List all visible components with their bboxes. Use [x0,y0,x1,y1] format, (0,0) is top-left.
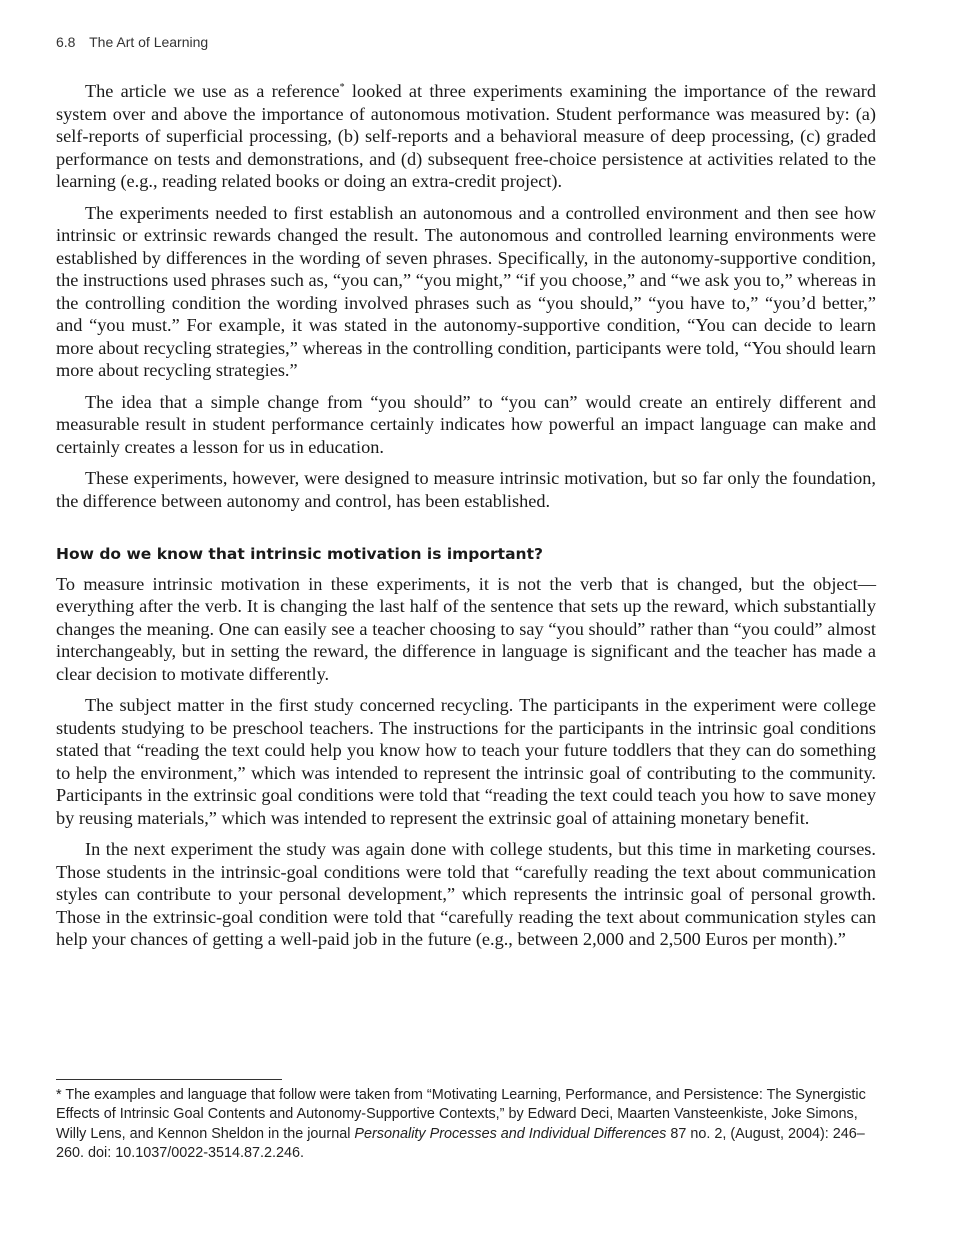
paragraph-1-text-b: looked at three experiments examining the importance of the reward system over and above the importance of autonomous motivation. Student performance was measured by: (a) self-reports of superficial processing, (b) self-reports and a behavioral measure of deep processing, (c) graded performance on tests and demonstrations, and (d) subsequent free-choice persistence at activities related to the learning (e.g., reading related books or doing an extra-credit project). [56,81,876,191]
running-title: The Art of Learning [89,34,209,50]
paragraph-4: These experiments, however, were designed to measure intrinsic motivation, but so far only the foundation, the difference between autonomy and control, has been established. [56,468,876,511]
paragraph-2: The experiments needed to first establish an autonomous and a controlled environment and then see how intrinsic or extrinsic rewards changed the result. The autonomous and controlled learning environments were established by differences in the wording of seven phrases. Specifically, in the autonomy-supportive condition, the instructions used phrases such as, “you can,” “you might,” “if you choose,” and “we ask you to,” whereas in the controlling condition the wording involved phrases such as “you should,” “you have to,” “you’d better,” and “you must.” For example, it was stated in the autonomy-supportive condition, “You can decide to learn more about recycling strategies,” whereas in the controlling condition, participants were told, “You should learn more about recycling strategies.” [56,202,876,380]
footnote-text-b: 87 no. 2, (August, 2004): 246–260. doi: 10.1037/0022-3514.87.2.246. [56,1125,865,1161]
main-content [56,80,876,960]
footnote-divider [56,1079,282,1080]
paragraph-1-text-a: The article we use as a reference [85,81,340,101]
paragraph-1 [56,80,876,193]
paragraph-5: To measure intrinsic motivation in these experiments, it is not the verb that is changed, but the object—everything after the verb. It is changing the last half of the sentence that sets up the reward, which substantially changes the meaning. One can easily see a teacher choosing to say “you should” rather than “you could” almost interchangeably, but in setting the reward, the difference in language is significant and the teacher has made a clear decision to motivate differently. [56,573,876,684]
section-number: 6.8 [56,34,76,50]
paragraph-6: The subject matter in the first study concerned recycling. The participants in the experiment were college students studying to be preschool teachers. The instructions for the participants in the intrinsic goal conditions stated that “reading the text could help you know how to teach your future toddlers that they can do something to help the environment,” which was intended to represent the intrinsic goal of contributing to the community. Participants in the extrinsic goal conditions were told that “reading the text could teach you how to save money by reusing materials,” which was intended to represent the extrinsic goal of attaining monetary benefit. [56,695,876,828]
paragraph-7: In the next experiment the study was again done with college students, but this time in marketing courses. Those students in the intrinsic-goal conditions were told that “carefully reading the text about communication styles can contribute to your personal development,” which represents the intrinsic goal of personal growth. Those in the extrinsic-goal condition were told that “carefully reading the text about communication styles can help your chances of getting a well-paid job in the future (e.g., between 2,000 and 2,500 Euros per month).” [56,839,876,949]
footnote [56,1086,876,1163]
footnote-journal-title: Personality Processes and Individual Differences [354,1125,667,1142]
running-header [56,34,208,50]
footnote-text-a: * The examples and language that follow were taken from “Motivating Learning, Performance, and Persistence: The Synergistic Effects of Intrinsic Goal Contents and Autonomy-Supportive Contexts,” by Edward Deci, Maarten Vansteenkiste, Joke Simons, Willy Lens, and Kennon Sheldon in the journal [56,1087,866,1142]
section-heading: How do we know that intrinsic motivation is important? [56,545,543,563]
footnote-reference-mark: * [339,81,345,93]
paragraph-3: The idea that a simple change from “you should” to “you can” would create an entirely different and measurable result in student performance certainly indicates how powerful an impact language can make and certainly creates a lesson for us in education. [56,391,876,457]
